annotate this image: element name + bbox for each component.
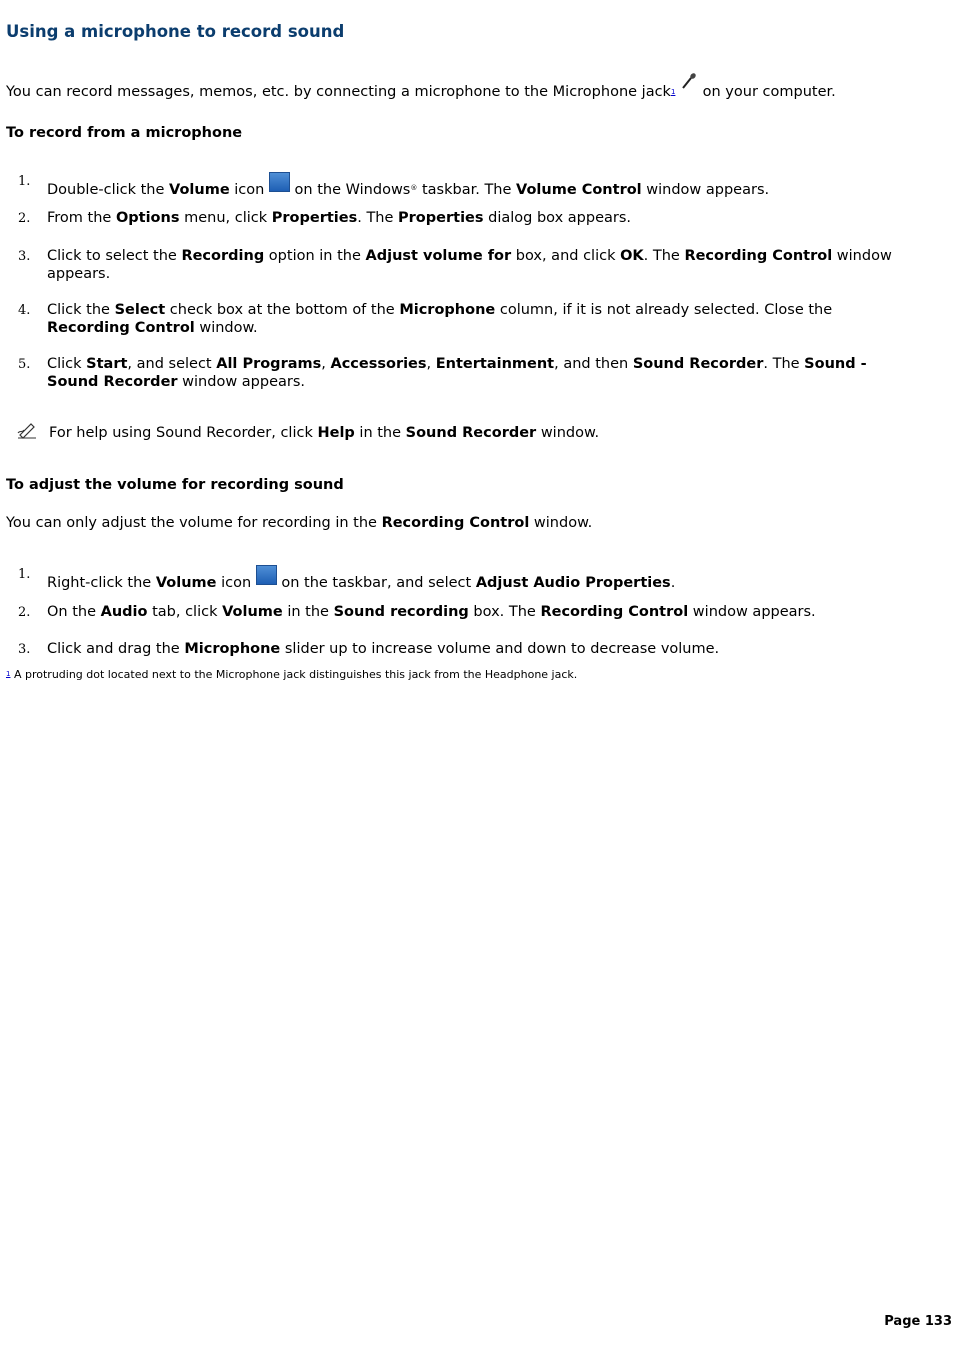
volume-icon [256, 565, 277, 585]
step-text: Click the Select check box at the bottom of the Microphone column, if it is not already selected. Close the Recording Control window. [47, 302, 833, 336]
intro-text-end: on your computer. [698, 84, 836, 100]
step-text: On the Audio tab, click Volume in the Sound recording box. The Recording Control window appears. [47, 604, 816, 620]
step-number: 4. [18, 303, 31, 318]
note-text: For help using Sound Recorder, click Help in the Sound Recorder window. [49, 425, 600, 441]
step-number: 3. [18, 249, 31, 264]
volume-icon [269, 172, 290, 192]
note-pencil-icon [15, 421, 39, 441]
step-number: 1. [18, 567, 31, 582]
step-number: 2. [18, 211, 31, 226]
step-text: From the Options menu, click Properties. The Properties dialog box appears. [47, 210, 632, 226]
section2-intro: You can only adjust the volume for recording in the Recording Control window. [6, 515, 593, 531]
footnote-ref[interactable]: 1 [6, 670, 11, 678]
step-number: 1. [18, 174, 31, 189]
footnote-text: A protruding dot located next to the Microphone jack distinguishes this jack from the Headphone jack. [13, 668, 578, 681]
page-title: Using a microphone to record sound [6, 22, 345, 41]
step-number: 5. [18, 357, 31, 372]
microphone-icon [680, 72, 698, 90]
step-number: 3. [18, 642, 31, 657]
intro-paragraph [6, 72, 836, 100]
step-text: Double-click the Volume icon on the Windows® taskbar. The Volume Control window appears. [47, 172, 907, 199]
step-text: Click Start, and select All Programs, Accessories, Entertainment, and then Sound Recorder. The Sound - Sound Recorder window appears. [47, 356, 867, 390]
step-text: Click to select the Recording option in the Adjust volume for box, and click OK. The Recording Control window appears. [47, 248, 892, 282]
step-number: 2. [18, 605, 31, 620]
footnote [6, 668, 577, 681]
footnote-link[interactable]: 1 [670, 88, 676, 96]
section-heading-record: To record from a microphone [6, 125, 243, 141]
intro-text: You can record messages, memos, etc. by connecting a microphone to the Microphone jack [6, 84, 671, 100]
step-text: Click and drag the Microphone slider up to increase volume and down to decrease volume. [47, 641, 720, 657]
page-number: Page 133 [884, 1314, 952, 1329]
step-text: Right-click the Volume icon on the taskbar, and select Adjust Audio Properties. [47, 565, 907, 592]
section-heading-adjust: To adjust the volume for recording sound [6, 477, 344, 493]
